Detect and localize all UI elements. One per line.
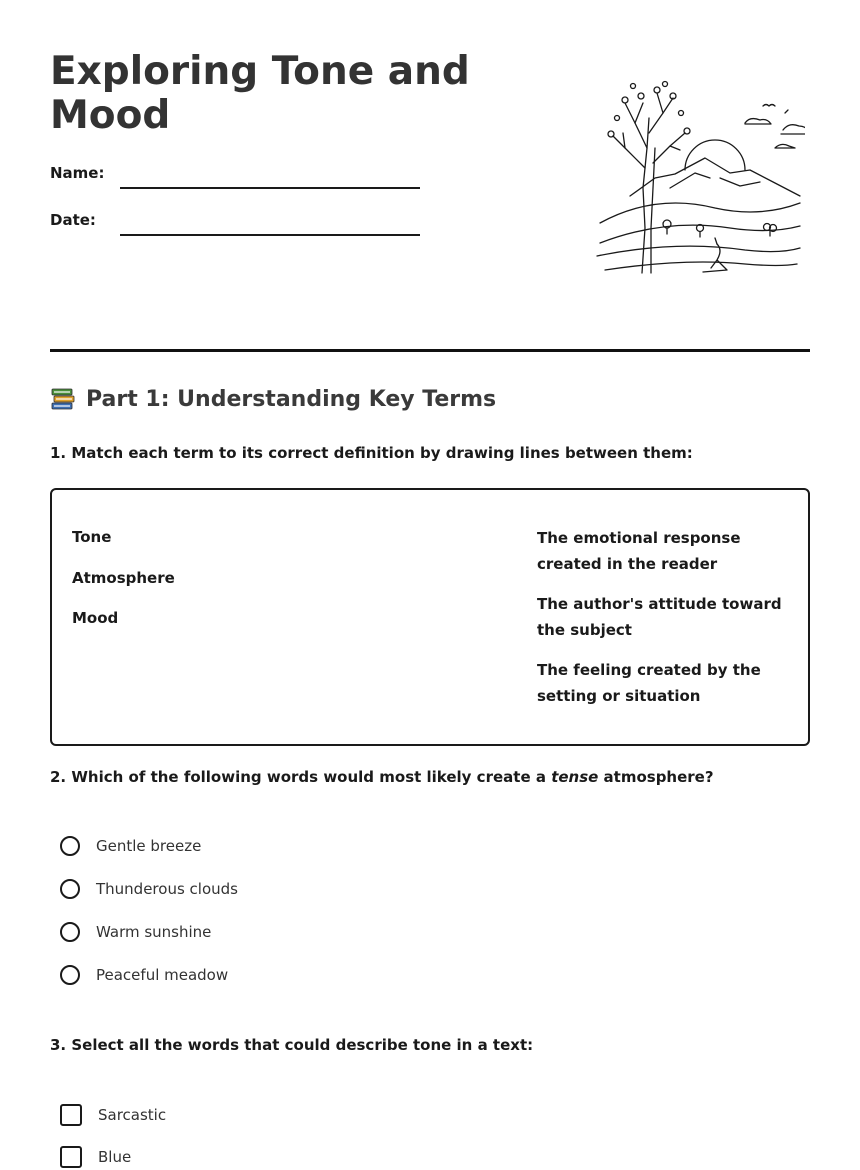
- match-term-tone[interactable]: Tone: [72, 528, 112, 546]
- date-field[interactable]: [120, 234, 420, 236]
- radio-option-label: Gentle breeze: [96, 837, 202, 855]
- checkbox-option[interactable]: [60, 1102, 166, 1128]
- radio-button[interactable]: [60, 922, 80, 942]
- radio-option-label: Warm sunshine: [96, 923, 212, 941]
- radio-button[interactable]: [60, 879, 80, 899]
- radio-option-label: Peaceful meadow: [96, 966, 229, 984]
- checkbox-option-label: Blue: [98, 1148, 132, 1166]
- header-divider: [50, 349, 810, 352]
- checkbox[interactable]: [60, 1104, 82, 1126]
- checkbox[interactable]: [60, 1146, 82, 1168]
- match-definition-1[interactable]: The emotional response created in the reader: [537, 529, 741, 573]
- matching-box: [50, 488, 810, 746]
- date-field-row: [50, 211, 420, 241]
- radio-option-label: Thunderous clouds: [96, 880, 238, 898]
- checkbox-option-label: Sarcastic: [98, 1106, 167, 1124]
- match-term-atmosphere[interactable]: Atmosphere: [72, 569, 175, 587]
- worksheet-page: [50, 0, 810, 1166]
- match-term-mood[interactable]: Mood: [72, 609, 119, 627]
- landscape-tree-mountain-icon: [545, 78, 805, 283]
- radio-option[interactable]: [60, 833, 201, 859]
- question-1-text: 1. Match each term to its correct definition by drawing lines between them:: [50, 444, 693, 462]
- name-field-row: [50, 164, 420, 194]
- name-field[interactable]: [120, 187, 420, 189]
- radio-option[interactable]: [60, 876, 238, 902]
- question-2-text: [50, 768, 714, 786]
- question-2-emphasis: tense: [551, 768, 599, 786]
- radio-option[interactable]: [60, 919, 211, 945]
- radio-button[interactable]: [60, 965, 80, 985]
- books-icon: [50, 386, 76, 412]
- page-title: Exploring Tone and Mood: [50, 49, 470, 138]
- worksheet-header: [50, 0, 810, 300]
- checkbox-option[interactable]: [60, 1144, 131, 1170]
- radio-button[interactable]: [60, 836, 80, 856]
- radio-option[interactable]: [60, 962, 228, 988]
- question-3-text: 3. Select all the words that could describe tone in a text:: [50, 1036, 534, 1054]
- date-label: Date:: [50, 211, 96, 229]
- question-2-text-after: atmosphere?: [598, 768, 714, 786]
- question-2-text-before: 2. Which of the following words would most likely create a: [50, 768, 552, 786]
- section-heading-part1: [50, 386, 496, 412]
- name-label: Name:: [50, 164, 105, 182]
- match-definition-3[interactable]: The feeling created by the setting or situation: [537, 661, 761, 705]
- match-definition-2[interactable]: The author's attitude toward the subject: [537, 595, 782, 639]
- section-heading-text: Part 1: Understanding Key Terms: [86, 386, 497, 412]
